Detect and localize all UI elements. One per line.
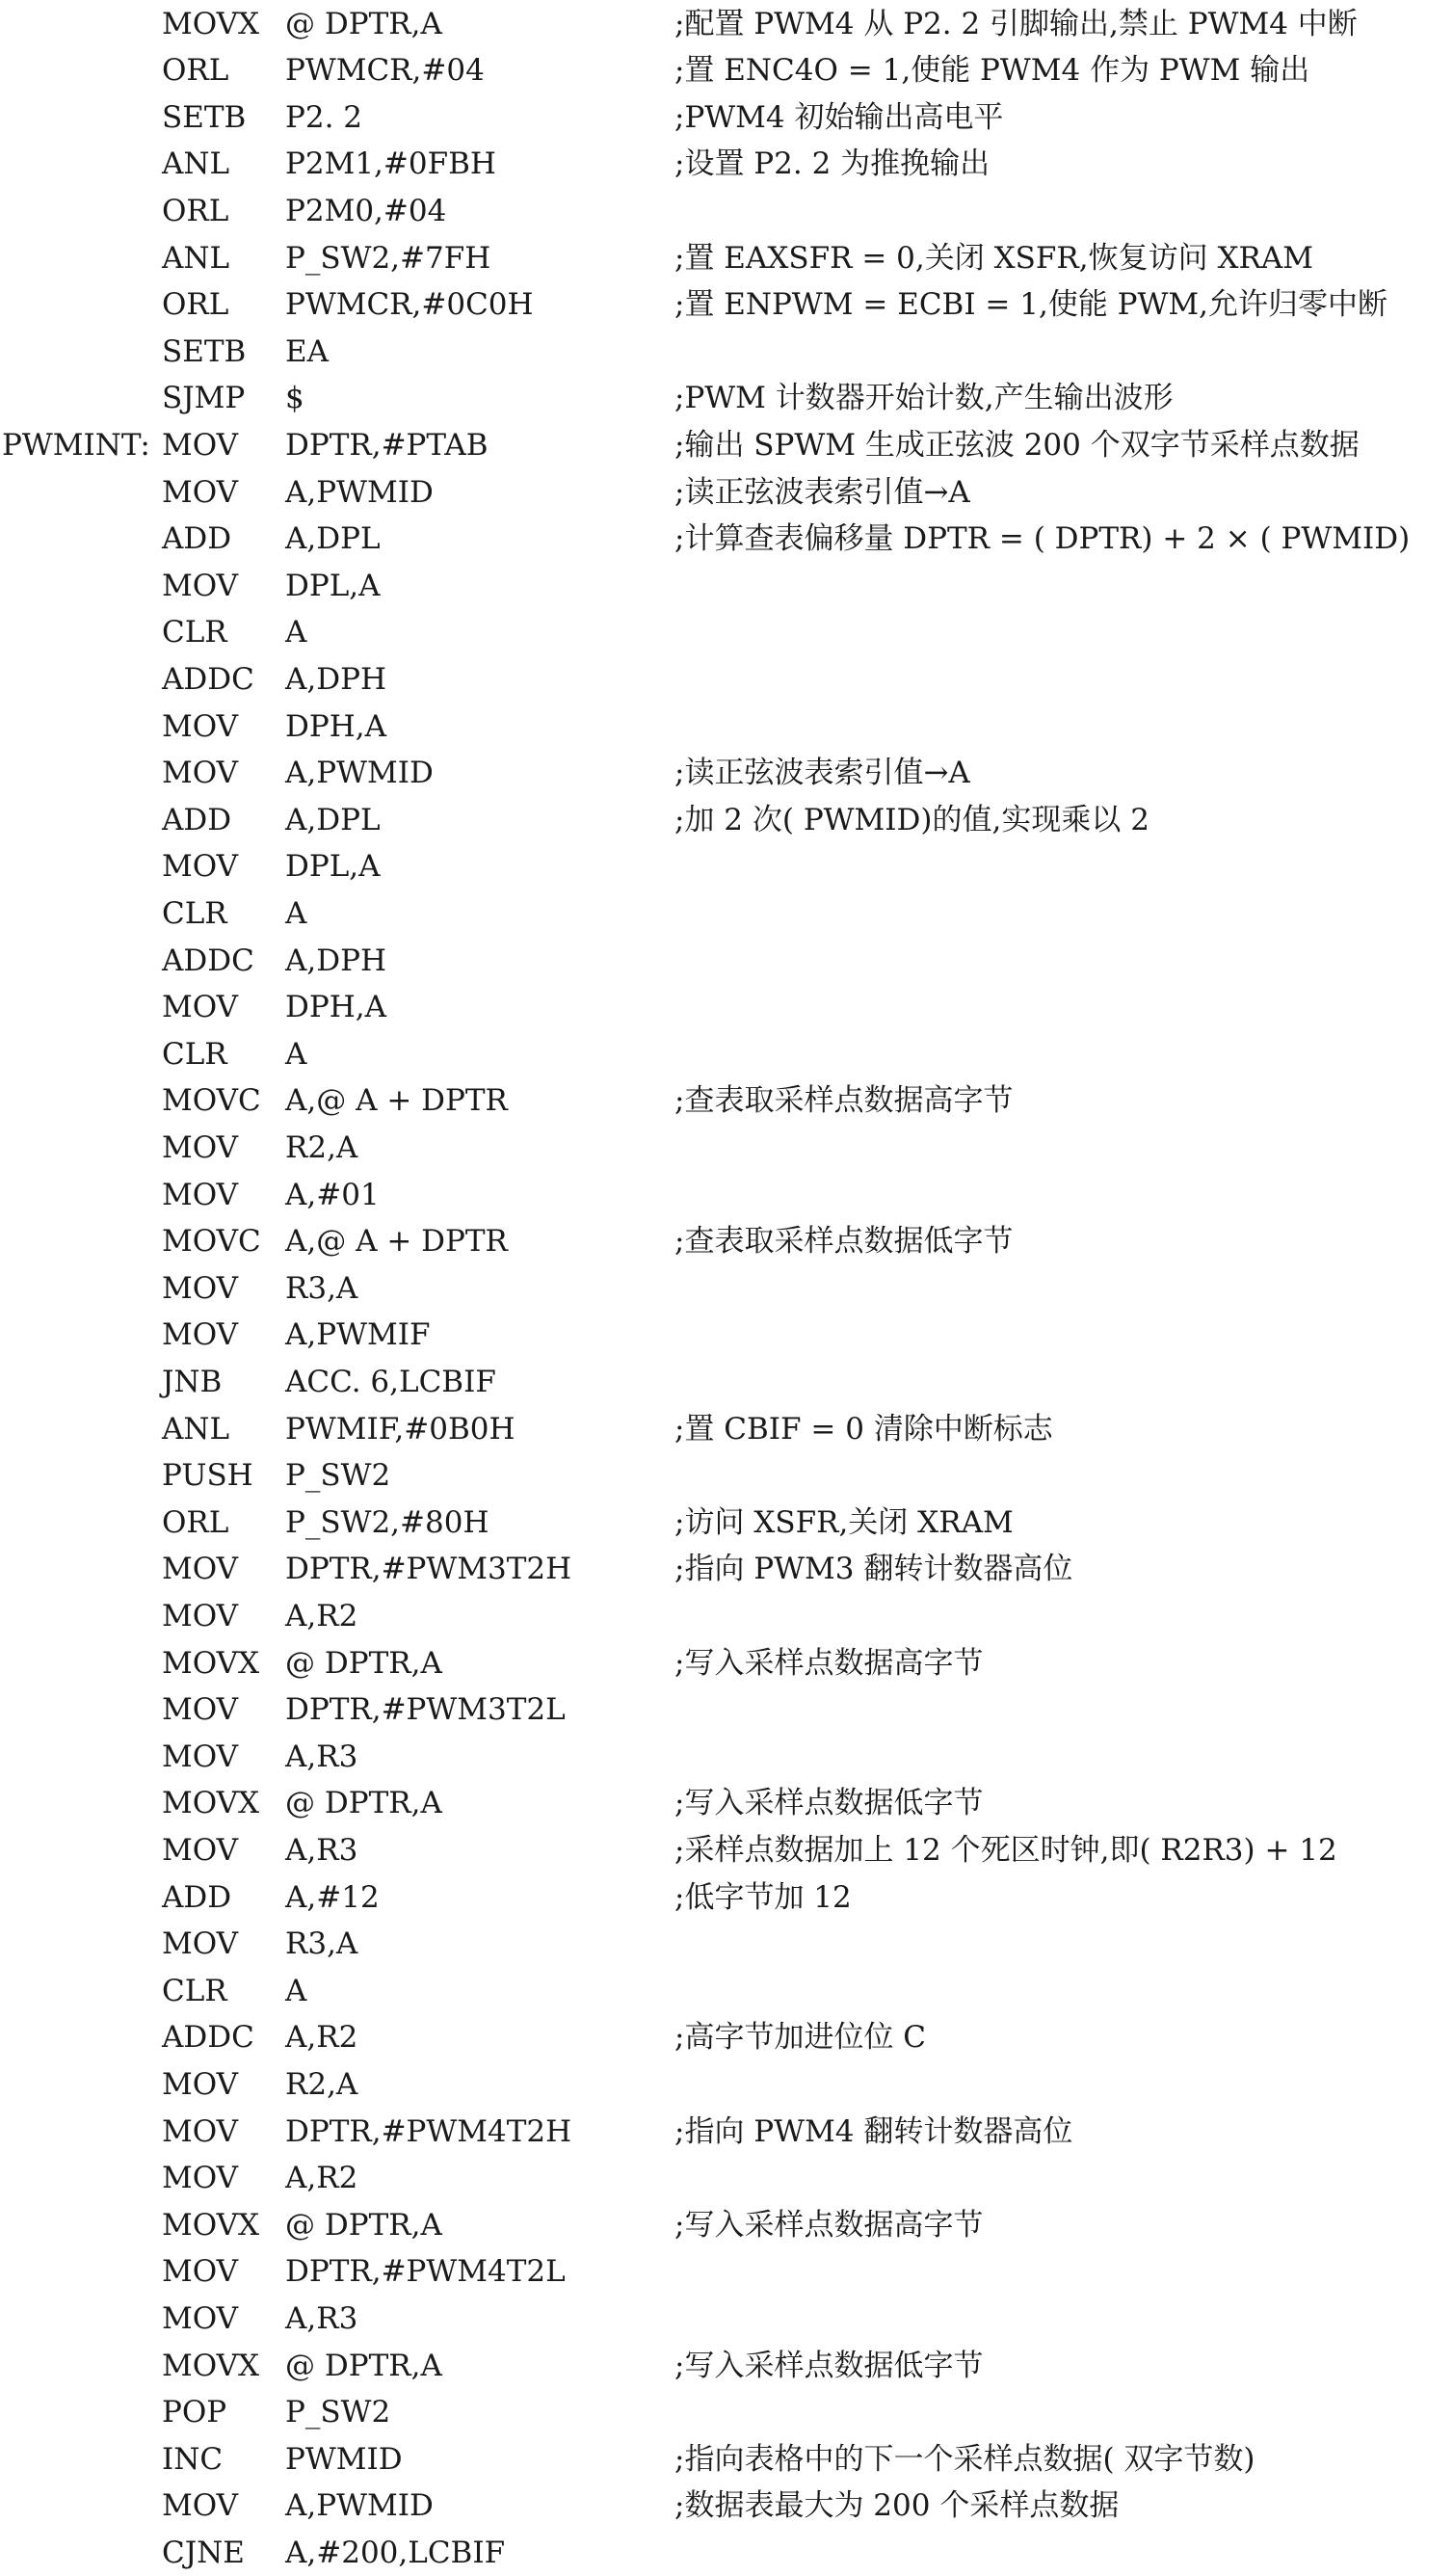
code-line xyxy=(0,1,1453,48)
instruction-operand: A,DPL xyxy=(285,802,381,837)
instruction-operand: DPTR,#PTAB xyxy=(285,427,489,463)
instruction-mnemonic: MOV xyxy=(162,1598,238,1633)
instruction-mnemonic: MOV xyxy=(162,2300,238,2336)
instruction-mnemonic: ORL xyxy=(162,193,229,228)
code-line xyxy=(0,235,1453,282)
instruction-mnemonic: JNB xyxy=(162,1364,223,1399)
code-line xyxy=(0,1077,1453,1125)
instruction-mnemonic: ADD xyxy=(162,521,232,557)
instruction-operand: DPH,A xyxy=(285,708,386,744)
instruction-operand: DPL,A xyxy=(285,568,381,603)
instruction-mnemonic: ADD xyxy=(162,802,232,837)
instruction-operand: A,R2 xyxy=(285,2161,358,2196)
instruction-mnemonic: MOV xyxy=(162,568,238,603)
code-line xyxy=(0,1125,1453,1172)
instruction-operand: R3,A xyxy=(285,1926,358,1962)
code-line xyxy=(0,2248,1453,2296)
instruction-mnemonic: MOVX xyxy=(162,2348,260,2383)
code-line xyxy=(0,2061,1453,2109)
instruction-mnemonic: CLR xyxy=(162,895,227,931)
instruction-operand: P2M0,#04 xyxy=(285,193,447,228)
instruction-operand: A,R3 xyxy=(285,1739,358,1774)
instruction-operand: A,#200,LCBIF xyxy=(285,2535,506,2570)
code-line xyxy=(0,1921,1453,1968)
instruction-mnemonic: CLR xyxy=(162,1036,227,1072)
code-line xyxy=(0,1546,1453,1593)
code-line xyxy=(0,2155,1453,2202)
code-line xyxy=(0,704,1453,751)
instruction-mnemonic: SETB xyxy=(162,99,247,135)
line-comment: ;写入采样点数据高字节 xyxy=(674,2207,984,2243)
instruction-mnemonic: MOV xyxy=(162,1129,238,1165)
instruction-mnemonic: PUSH xyxy=(162,1458,253,1494)
instruction-operand: @ DPTR,A xyxy=(285,1645,442,1681)
line-comment: ;查表取采样点数据低字节 xyxy=(674,1224,1014,1260)
code-line xyxy=(0,141,1453,188)
code-line xyxy=(0,1734,1453,1781)
code-line xyxy=(0,1031,1453,1078)
instruction-mnemonic: ORL xyxy=(162,287,229,323)
instruction-operand: P_SW2 xyxy=(285,2395,391,2430)
code-line xyxy=(0,1827,1453,1874)
instruction-mnemonic: ANL xyxy=(162,1411,230,1447)
code-line xyxy=(0,2483,1453,2530)
instruction-operand: A,PWMID xyxy=(285,2488,434,2524)
instruction-mnemonic: SETB xyxy=(162,333,247,369)
instruction-mnemonic: MOVX xyxy=(162,6,260,41)
line-comment: ;数据表最大为 200 个采样点数据 xyxy=(674,2488,1120,2524)
instruction-operand: P_SW2 xyxy=(285,1458,391,1494)
line-comment: ;加 2 次( PWMID)的值,实现乘以 2 xyxy=(674,802,1149,837)
instruction-operand: A,@ A + DPTR xyxy=(285,1224,508,1260)
instruction-mnemonic: MOV xyxy=(162,1552,238,1587)
instruction-mnemonic: MOVC xyxy=(162,1083,261,1119)
instruction-mnemonic: MOV xyxy=(162,474,238,510)
instruction-operand: PWMCR,#0C0H xyxy=(285,287,534,323)
code-line xyxy=(0,422,1453,469)
code-line xyxy=(0,281,1453,329)
line-comment: ;指向 PWM4 翻转计数器高位 xyxy=(674,2113,1073,2149)
instruction-operand: R3,A xyxy=(285,1270,358,1306)
code-line xyxy=(0,469,1453,517)
line-comment: ;访问 XSFR,关闭 XRAM xyxy=(674,1504,1014,1540)
line-comment: ;指向表格中的下一个采样点数据( 双字节数) xyxy=(674,2441,1255,2477)
code-line xyxy=(0,1312,1453,1359)
code-line xyxy=(0,2014,1453,2061)
code-line xyxy=(0,1172,1453,1219)
instruction-operand: R2,A xyxy=(285,2066,358,2102)
code-line xyxy=(0,47,1453,94)
instruction-operand: EA xyxy=(285,333,330,369)
code-line xyxy=(0,843,1453,890)
instruction-operand: P2. 2 xyxy=(285,99,363,135)
instruction-operand: PWMID xyxy=(285,2441,403,2477)
instruction-mnemonic: MOVC xyxy=(162,1224,261,1260)
line-comment: ;置 EAXSFR = 0,关闭 XSFR,恢复访问 XRAM xyxy=(674,240,1313,276)
instruction-operand: A,PWMID xyxy=(285,474,434,510)
instruction-operand: PWMIF,#0B0H xyxy=(285,1411,515,1447)
instruction-operand: DPTR,#PWM4T2H xyxy=(285,2113,572,2149)
code-line xyxy=(0,563,1453,610)
line-comment: ;置 ENC4O = 1,使能 PWM4 作为 PWM 输出 xyxy=(674,53,1310,89)
instruction-operand: A,@ A + DPTR xyxy=(285,1083,508,1119)
code-line xyxy=(0,1968,1453,2015)
instruction-mnemonic: ADDC xyxy=(162,2020,254,2056)
line-comment: ;写入采样点数据低字节 xyxy=(674,2348,984,2383)
line-comment: ;配置 PWM4 从 P2. 2 引脚输出,禁止 PWM4 中断 xyxy=(674,6,1358,41)
instruction-mnemonic: ANL xyxy=(162,240,230,276)
code-line xyxy=(0,375,1453,422)
code-line xyxy=(0,1265,1453,1313)
instruction-operand: P_SW2,#7FH xyxy=(285,240,491,276)
instruction-mnemonic: ADD xyxy=(162,1879,232,1915)
line-comment: ;读正弦波表索引值→A xyxy=(674,474,970,510)
instruction-mnemonic: ORL xyxy=(162,1504,229,1540)
instruction-operand: A,R2 xyxy=(285,2020,358,2056)
line-comment: ;高字节加进位位 C xyxy=(674,2020,927,2056)
instruction-operand: DPTR,#PWM4T2L xyxy=(285,2254,566,2290)
instruction-operand: @ DPTR,A xyxy=(285,6,442,41)
instruction-operand: R2,A xyxy=(285,1129,358,1165)
line-label: PWMINT: xyxy=(2,427,150,463)
instruction-operand: @ DPTR,A xyxy=(285,2348,442,2383)
code-line xyxy=(0,938,1453,985)
instruction-mnemonic: MOV xyxy=(162,2161,238,2196)
code-line xyxy=(0,2202,1453,2249)
line-comment: ;PWM4 初始输出高电平 xyxy=(674,99,1004,135)
instruction-mnemonic: SJMP xyxy=(162,381,246,416)
instruction-operand: @ DPTR,A xyxy=(285,2207,442,2243)
line-comment: ;置 ENPWM = ECBI = 1,使能 PWM,允许归零中断 xyxy=(674,287,1388,323)
instruction-operand: DPL,A xyxy=(285,849,381,885)
code-line xyxy=(0,984,1453,1031)
instruction-mnemonic: POP xyxy=(162,2395,227,2430)
code-line xyxy=(0,1500,1453,1547)
instruction-operand: A,DPL xyxy=(285,521,381,557)
instruction-mnemonic: MOV xyxy=(162,2113,238,2149)
code-line xyxy=(0,2436,1453,2483)
code-line xyxy=(0,1780,1453,1827)
line-comment: ;计算查表偏移量 DPTR = ( DPTR) + 2 × ( PWMID) xyxy=(674,521,1411,557)
instruction-mnemonic: MOV xyxy=(162,1270,238,1306)
instruction-operand: DPTR,#PWM3T2H xyxy=(285,1552,572,1587)
instruction-mnemonic: CLR xyxy=(162,1973,227,2008)
code-line xyxy=(0,890,1453,938)
instruction-mnemonic: INC xyxy=(162,2441,224,2477)
code-line xyxy=(0,1218,1453,1265)
code-line xyxy=(0,1874,1453,1922)
instruction-operand: A xyxy=(285,615,307,651)
instruction-operand: P_SW2,#80H xyxy=(285,1504,489,1540)
code-line xyxy=(0,1593,1453,1640)
instruction-operand: P2M1,#0FBH xyxy=(285,146,496,182)
instruction-mnemonic: MOV xyxy=(162,1832,238,1868)
line-comment: ;采样点数据加上 12 个死区时钟,即( R2R3) + 12 xyxy=(674,1832,1337,1868)
line-comment: ;置 CBIF = 0 清除中断标志 xyxy=(674,1411,1053,1447)
instruction-mnemonic: MOV xyxy=(162,2488,238,2524)
instruction-operand: A,#12 xyxy=(285,1879,380,1915)
code-line xyxy=(0,1406,1453,1453)
instruction-mnemonic: MOV xyxy=(162,756,238,791)
instruction-mnemonic: MOVX xyxy=(162,1786,260,1821)
code-line xyxy=(0,2530,1453,2576)
line-comment: ;写入采样点数据低字节 xyxy=(674,1786,984,1821)
code-line xyxy=(0,2109,1453,2156)
instruction-operand: A,R3 xyxy=(285,2300,358,2336)
code-line xyxy=(0,2343,1453,2390)
instruction-operand: A,R3 xyxy=(285,1832,358,1868)
code-line xyxy=(0,609,1453,656)
line-comment: ;查表取采样点数据高字节 xyxy=(674,1083,1014,1119)
instruction-mnemonic: ADDC xyxy=(162,943,254,978)
line-comment: ;设置 P2. 2 为推挽输出 xyxy=(674,146,991,182)
instruction-mnemonic: MOV xyxy=(162,2066,238,2102)
instruction-operand: A,PWMIF xyxy=(285,1317,431,1353)
instruction-mnemonic: MOV xyxy=(162,708,238,744)
instruction-operand: A xyxy=(285,1973,307,2008)
instruction-operand: A xyxy=(285,1036,307,1072)
instruction-mnemonic: CLR xyxy=(162,615,227,651)
code-line xyxy=(0,797,1453,844)
instruction-mnemonic: MOV xyxy=(162,427,238,463)
line-comment: ;PWM 计数器开始计数,产生输出波形 xyxy=(674,381,1174,416)
code-line xyxy=(0,2296,1453,2343)
instruction-operand: A,#01 xyxy=(285,1177,380,1212)
instruction-mnemonic: MOVX xyxy=(162,2207,260,2243)
code-line xyxy=(0,656,1453,704)
instruction-operand: DPH,A xyxy=(285,990,386,1025)
instruction-mnemonic: CJNE xyxy=(162,2535,245,2570)
code-line xyxy=(0,94,1453,142)
line-comment: ;指向 PWM3 翻转计数器高位 xyxy=(674,1552,1073,1587)
instruction-operand: A,DPH xyxy=(285,661,386,697)
instruction-mnemonic: MOVX xyxy=(162,1645,260,1681)
code-line xyxy=(0,1640,1453,1687)
instruction-mnemonic: MOV xyxy=(162,849,238,885)
instruction-mnemonic: MOV xyxy=(162,1739,238,1774)
instruction-mnemonic: ADDC xyxy=(162,661,254,697)
instruction-operand: A,R2 xyxy=(285,1598,358,1633)
code-line xyxy=(0,329,1453,376)
instruction-operand: A,PWMID xyxy=(285,756,434,791)
instruction-operand: @ DPTR,A xyxy=(285,1786,442,1821)
line-comment: ;低字节加 12 xyxy=(674,1879,852,1915)
code-line xyxy=(0,1686,1453,1734)
instruction-mnemonic: MOV xyxy=(162,1692,238,1728)
code-line xyxy=(0,2389,1453,2436)
code-line xyxy=(0,750,1453,797)
code-line xyxy=(0,516,1453,563)
instruction-operand: PWMCR,#04 xyxy=(285,53,485,89)
instruction-mnemonic: MOV xyxy=(162,1317,238,1353)
instruction-mnemonic: MOV xyxy=(162,1177,238,1212)
instruction-operand: $ xyxy=(285,381,304,416)
code-line xyxy=(0,1359,1453,1406)
line-comment: ;写入采样点数据高字节 xyxy=(674,1645,984,1681)
instruction-operand: A xyxy=(285,895,307,931)
instruction-operand: ACC. 6,LCBIF xyxy=(285,1364,496,1399)
instruction-mnemonic: MOV xyxy=(162,1926,238,1962)
line-comment: ;读正弦波表索引值→A xyxy=(674,756,970,791)
instruction-mnemonic: ORL xyxy=(162,53,229,89)
line-comment: ;输出 SPWM 生成正弦波 200 个双字节采样点数据 xyxy=(674,427,1360,463)
instruction-mnemonic: ANL xyxy=(162,146,230,182)
instruction-operand: DPTR,#PWM3T2L xyxy=(285,1692,566,1728)
instruction-mnemonic: MOV xyxy=(162,990,238,1025)
instruction-operand: A,DPH xyxy=(285,943,386,978)
code-line xyxy=(0,188,1453,235)
code-line xyxy=(0,1452,1453,1500)
instruction-mnemonic: MOV xyxy=(162,2254,238,2290)
